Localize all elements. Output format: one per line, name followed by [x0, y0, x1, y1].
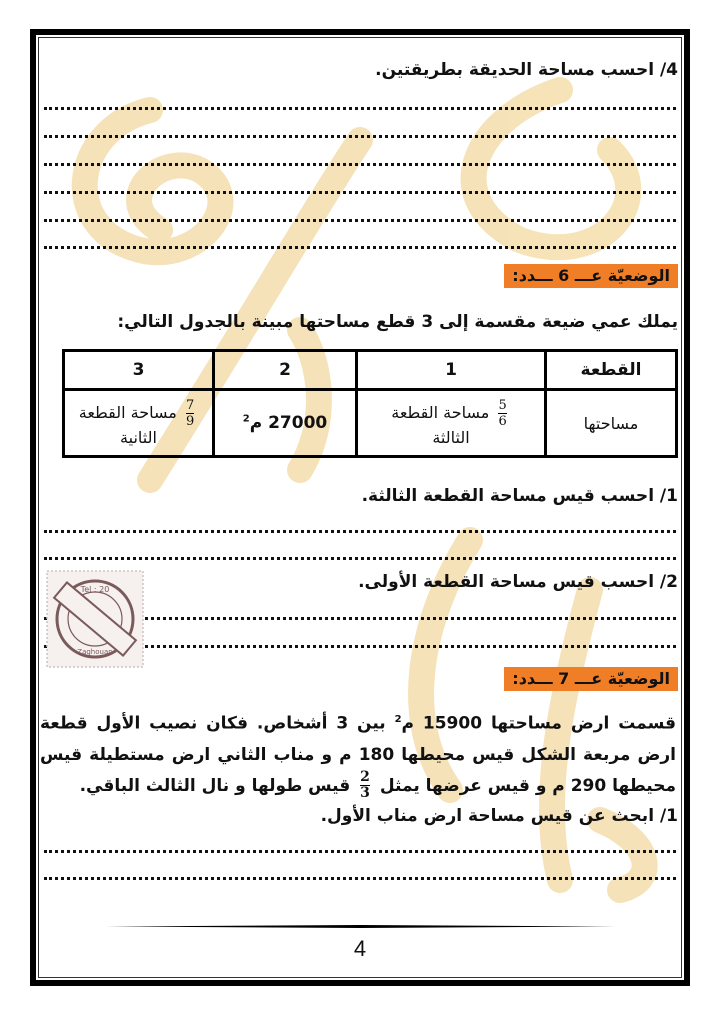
fraction: $\frac{2}{3}$ — [360, 769, 370, 802]
table-cell-area-1 — [357, 390, 546, 457]
answer-line[interactable] — [44, 219, 676, 222]
situation-6-question-1: 1/ احسب قيس مساحة القطعة الثالثة. — [361, 486, 678, 506]
footer-divider — [105, 925, 615, 928]
area-text: الثالثة — [432, 428, 470, 447]
answer-line[interactable] — [44, 877, 676, 880]
answer-line[interactable] — [44, 557, 676, 560]
area-text: مساحة القطعة — [391, 403, 490, 422]
page-border-inner — [38, 37, 682, 978]
table-row-pieces — [64, 351, 677, 390]
situation-6-heading: الوضعيّة عـــ 6 ـــدد: — [504, 264, 678, 288]
table-row-areas — [64, 390, 677, 457]
situation-7-question-1: 1/ ابحث عن قيس مساحة ارض مناب الأول. — [320, 806, 678, 826]
answer-line[interactable] — [44, 850, 676, 853]
situation-6-intro: يملك عمي ضيعة مقسمة إلى 3 قطع مساحتها مبينة بالجدول التالي: — [117, 312, 678, 332]
plots-table — [62, 349, 678, 458]
svg-text:Tel : 20: Tel : 20 — [80, 585, 110, 594]
answer-line[interactable] — [44, 246, 676, 249]
table-cell-piece-2: 2 — [214, 351, 357, 390]
table-header-piece: القطعة — [546, 351, 677, 390]
svg-text:Zaghouan: Zaghouan — [77, 648, 113, 656]
area-text: الثانية — [120, 428, 157, 447]
table-cell-area-2: 27000 م$^2$ — [214, 390, 357, 457]
situation-7-text: قسمت ارض مساحتها 15900 م$^2$ بين 3 أشخاص. فكان نصيب الأول قطعة ارض مربعة الشكل قيس محيطها 180 م و مناب الثاني ارض مستطيلة قيس محيطها 290 م و قيس عرضها يمثل $\frac{2}{3}$ قيس طولها و نال الثالث الباقي. — [40, 713, 677, 802]
answer-line[interactable] — [44, 107, 676, 110]
question-4-garden-area: 4/ احسب مساحة الحديقة بطريقتين. — [375, 60, 678, 80]
table-cell-piece-3: 3 — [64, 351, 214, 390]
fraction: $\frac{5}{6}$ — [498, 398, 507, 429]
answer-line[interactable] — [44, 191, 676, 194]
situation-6-question-2: 2/ احسب قيس مساحة القطعة الأولى. — [358, 572, 678, 592]
fraction: $\frac{7}{9}$ — [185, 398, 195, 429]
answer-line[interactable] — [44, 163, 676, 166]
table-header-area: مساحتها — [546, 390, 677, 457]
answer-line[interactable] — [44, 135, 676, 138]
page-number: 4 — [353, 936, 367, 961]
area-text: مساحة القطعة — [78, 403, 177, 422]
answer-line[interactable] — [44, 530, 676, 533]
school-stamp — [46, 570, 144, 668]
table-cell-area-3 — [64, 390, 214, 457]
table-cell-piece-1: 1 — [357, 351, 546, 390]
situation-7-heading: الوضعيّة عـــ 7 ـــدد: — [504, 667, 678, 691]
